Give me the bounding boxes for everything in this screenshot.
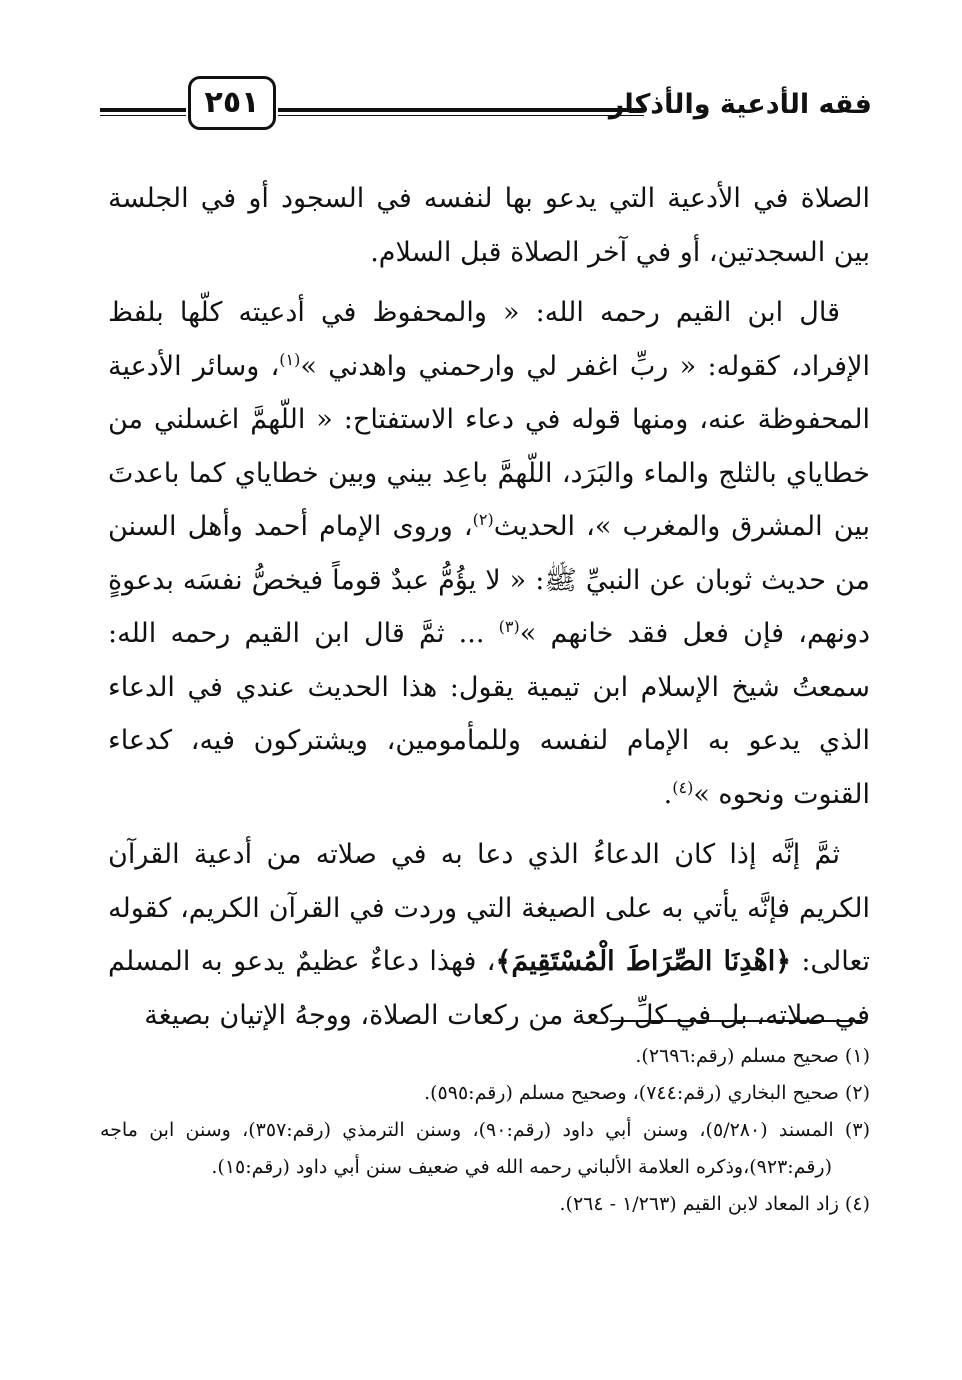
page-header [100,70,872,140]
paragraph-2-text-b: ، وسائر الأدعية المحفوظة عنه، ومنها قوله في دعاء الاستفتاح: « اللّهمَّ اغسلني من خطاياي بالثلج والماء والبَرَد، اللّهمَّ باعِد بيني وبين خطاياي كما باعدتَ بين المشرق والمغرب »، الحديث [108,350,870,542]
paragraph-1 [108,172,870,279]
footnote-1: (١) صحيح مسلم (رقم:٢٦٩٦). [635,1045,870,1067]
page-number-frame [188,76,276,130]
running-title: فقه الأدعية والأذكار [608,89,872,120]
header-rule-right [278,108,644,116]
quran-verse: ﴿اهْدِنَا الصِّرَاطَ الْمُسْتَقِيمَ﴾ [495,946,792,977]
main-text [108,172,870,1042]
footnote-3: (٣) المسند (٥/٢٨٠)، وسنن أبي داود (رقم:٩٠)، وسنن الترمذي (رقم:٣٥٧)، وسنن ابن ماجه (رقم:٩٢٣)،وذكره العلامة الألباني رحمه الله في ضعيف سنن أبي داود (رقم:١٥). [100,1119,870,1178]
paragraph-2-text-e: . [663,778,673,810]
page-number: ٢٥١ [204,85,260,120]
paragraph-2-text-d: ... ثمَّ قال ابن القيم رحمه الله: سمعتُ شيخ الإسلام ابن تيمية يقول: هذا الحديث عندي في الدعاء الذي يدعو به الإمام لنفسه وللمأمومين، ويشتركون فيه، كدعاء القنوت ونحوه » [108,618,870,810]
paragraph-3-text-b: ، فهذا دعاءٌ عظيمٌ يدعو به المسلم في صلاته، بل في كلِّ ركعة من ركعات الصلاة، ووجهُ الإتيان بصيغة [108,946,870,1031]
footnote-ref-2: (٢) [472,510,494,529]
header-rule-left [100,108,186,116]
footnote-ref-3: (٣) [498,617,520,636]
footnote-ref-4: (٤) [672,777,694,797]
paragraph-2 [108,286,870,821]
paragraph-3 [108,828,870,1042]
footnote-ref-1: (١) [279,349,301,369]
footnote-4: (٤) زاد المعاد لابن القيم (١/٢٦٣ - ٢٦٤). [559,1193,870,1215]
footnote-separator [610,1020,862,1022]
paragraph-1-text: الصلاة في الأدعية التي يدعو بها لنفسه في السجود أو في الجلسة بين السجدتين، أو في آخر الصلاة قبل السلام. [108,183,870,268]
paragraph-3-text-a: ثمَّ إنَّه إذا كان الدعاءُ الذي دعا به في صلاته من أدعية القرآن الكريم فإنَّه يأتي به على الصيغة التي وردت في القرآن الكريم، كقوله تعالى: [108,839,871,977]
paragraph-2-text-a: قال ابن القيم رحمه الله: « والمحفوظ في أدعيته كلّها بلفظ الإفراد، كقوله: « ربِّ اغفر لي وارحمني واهدني » [108,297,870,382]
paragraph-2-text-c: ، وروى الإمام أحمد وأهل السنن من حديث ثوبان عن النبيِّ ﷺ: « لا يؤُمُّ عبدٌ قوماً فيخصُّ نفسَه بدعوةٍ دونهم، فإن فعل فقد خانهم » [108,511,871,649]
footnote-2: (٢) صحيح البخاري (رقم:٧٤٤)، وصحيح مسلم (رقم:٥٩٥). [424,1082,870,1104]
footnotes [100,1038,870,1223]
